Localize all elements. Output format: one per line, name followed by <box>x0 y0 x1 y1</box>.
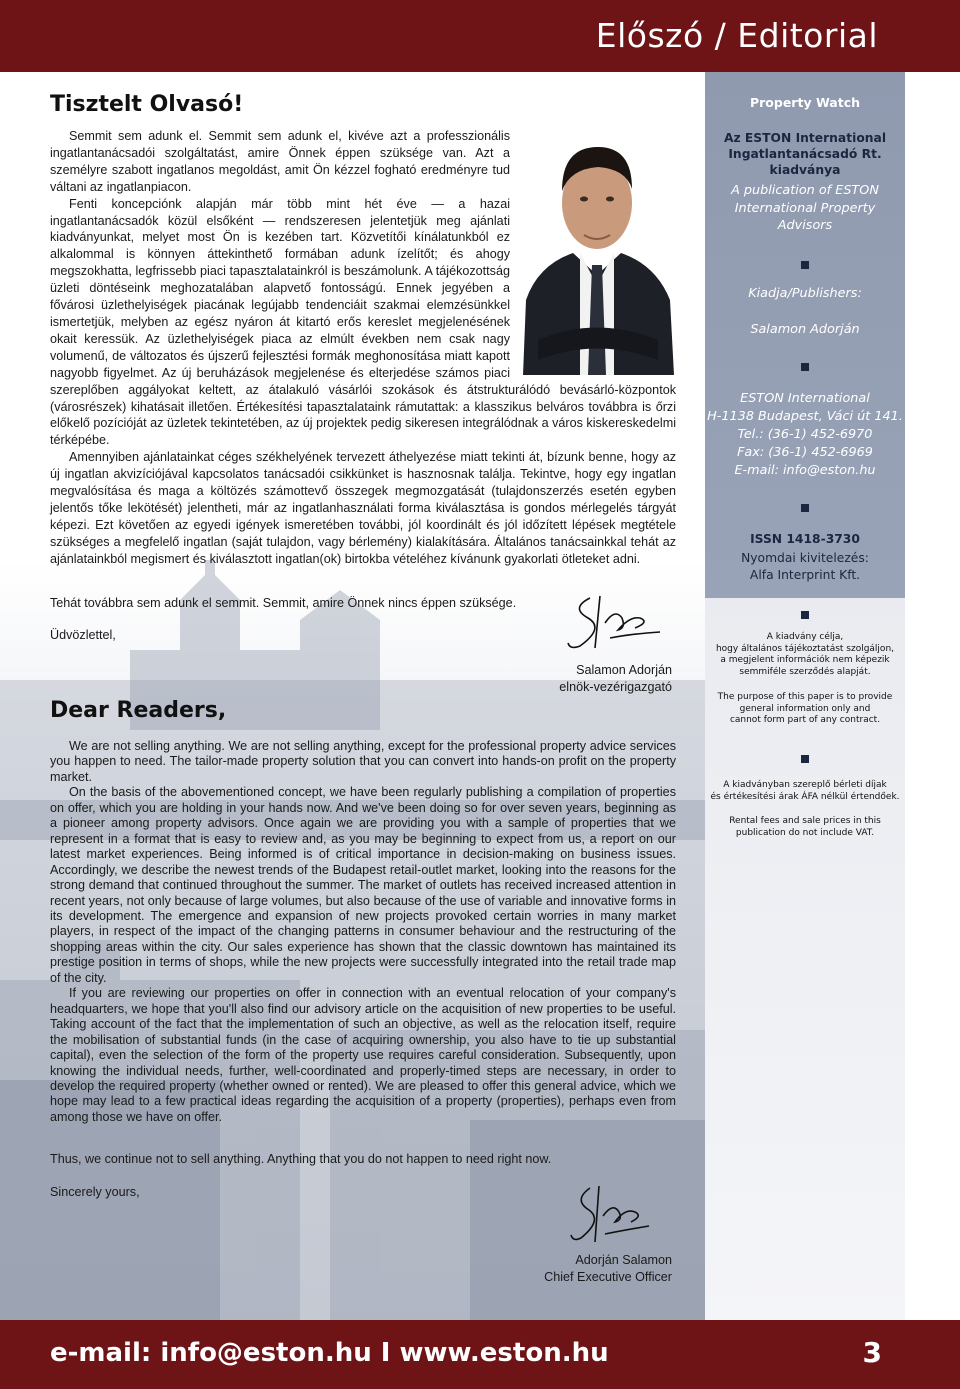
signer-block-hu <box>500 662 672 695</box>
vat-note-en <box>705 816 905 839</box>
disclaimer-hu-line-1: A kiadvány célja, <box>766 632 844 642</box>
vat-note-hu <box>705 780 905 803</box>
sidebar-bullet-5 <box>705 748 905 767</box>
signer-name-en: Adorján Salamon <box>575 1253 672 1267</box>
vat-hu-line-1: A kiadványban szereplő bérleti díjak <box>723 780 887 790</box>
disclaimer-en-line-3: cannot form part of any contract. <box>729 715 881 726</box>
signer-title-hu: elnök-vezérigazgató <box>559 679 672 694</box>
signer-title-en: Chief Executive Officer <box>544 1269 672 1284</box>
signature-hu <box>560 588 670 658</box>
sidebar-bullet-4 <box>705 604 905 623</box>
sidebar-publisher-hu <box>705 130 905 178</box>
company-address: H-1138 Budapest, Váci út 141. <box>707 409 903 424</box>
sidebar-bullet-2 <box>705 356 905 375</box>
sidebar-bullet-3 <box>705 497 905 516</box>
disclaimer-hu-line-2: hogy általános tájékoztatást szolgáljon, <box>715 643 895 654</box>
vat-en-line-2: publication do not include VAT. <box>735 827 875 838</box>
printer-label: Nyomdai kivitelezés: <box>741 551 869 565</box>
paragraph-hu-2: Fenti koncepciónk alapján már több mint hét éve — a hazai ingatlantanácsadók közül elsőként — rendszeresen jelentetjük meg ajánlati kiadványunkat, melyet most Ön is kezében tart. Közvetítői kínálatunkból ez alkalommal is könnyen áttekinthető formában adunk ízelítőt; és ahogy megszokhatta, legfrissebb piaci tapasztalatainkról is beszámolunk. A tájékozottság üzleti döntéseink meghozatalában alapvető fontosságú. Ennek jegyében a fővárosi üzlethelyiségek piacának legújabb tendenciáit szakmai elemzésünkkel ismertetjük, melyben az egész nyáron át kitartó erős kereslet megjelenésének okait keressük. Az üzlethelyiségek piaca az elmúlt években nem csak nagy volumenű, de változatos és újszerű fejlesztési formák meghonosítása miatt kapott nagyobb figyelmet. Az új beruházások megjelenése és elterjedése számos piaci szereplőben aggályokat keltett, az átalakuló vásárlói szokások és átstrukturálódó bevásárló-központok (városrészek) kihatásait illetően. Értékesítési tapasztalataink rámutattak: a klasszikus belváros továbbra is őrzi előkelő pozícióját az üzletek tekintetében, az új projektek pedig sikeresen integrálódnak a város kiskereskedelmi térképébe. <box>50 196 676 448</box>
paragraph-hu-3: Amennyiben ajánlatainkat céges székhelyének tervezett áthelyezése miatt tekinti át, bízunk benne, hogy az új ingatlan akvizíciójával kapcsolatos tanácsadói csikkünket is hasznosnak találja. Tekintve, hogy egy ingatlan megvalósítása és maga a költözés számottevő összegek megmozgatását (tulajdonszerzés esetén egyben jelentős tőke lekötését) jelentheti, már az ingatlanhasználati forma kiválasztása is gondos mérlegelés tárgyát képezi. Ezt követően az egyedi igények ismeretében további, jól koordinált és jól időzített lépések megtétele szükséges a megfelelő ingatlan (saját tulajdon, vagy bérlemény) kialakítására. Általános tanácsainkkal tehát az ajánlatainkból megismert és kiválasztott ingatlan(ok) birtokba vételéhez kívánunk gyakorlati ötleteket adni. <box>50 450 676 566</box>
publisher-en-line-3: Advisors <box>777 218 833 233</box>
company-tel: Tel.: (36-1) 452-6970 <box>737 427 873 442</box>
closing-line-hu: Tehát továbbra sem adunk el semmit. Semmit, amire Önnek nincs éppen szüksége. <box>50 596 517 610</box>
kiadja-name: Salamon Adorján <box>750 322 860 337</box>
header-bar <box>0 0 960 72</box>
disclaimer-en-line-1: The purpose of this paper is to provide <box>717 692 893 702</box>
footer-bar <box>0 1320 960 1389</box>
page-number: 3 <box>862 1336 882 1369</box>
sidebar-title: Property Watch <box>749 95 861 110</box>
sidebar-bullet-1 <box>705 254 905 273</box>
printer-info <box>705 550 905 584</box>
printer-name: Alfa Interprint Kft. <box>749 568 861 582</box>
signature-en <box>565 1180 655 1250</box>
square-bullet-icon <box>801 611 809 619</box>
disclaimer-hu <box>705 632 905 679</box>
editorial-en <box>50 739 676 1125</box>
publisher-hu-line-2: Ingatlantanácsadó Rt. kiadványa <box>728 147 882 177</box>
vat-en-line-1: Rental fees and sale prices in this <box>729 816 881 826</box>
signer-block-en <box>480 1252 672 1285</box>
salutation-hu: Üdvözlettel, <box>50 628 116 642</box>
company-email: E-mail: info@eston.hu <box>734 463 876 478</box>
company-contact <box>705 390 905 480</box>
company-fax: Fax: (36-1) 452-6969 <box>737 445 873 460</box>
editorial-hu <box>50 128 676 568</box>
disclaimer-hu-line-3: a megjelent információk nem képezik <box>720 655 890 666</box>
disclaimer-en <box>705 692 905 727</box>
square-bullet-icon <box>801 363 809 371</box>
paragraph-en-1: We are not selling anything. We are not selling anything, except for the professional property advice services you happen to need. The tailor-made property solution that you can convert into hands-on profit on the property market. <box>50 739 676 784</box>
paragraph-en-3: If you are reviewing our properties on offer in connection with an eventual relocation of your company's headquarters, we hope that you'll also find our advisory article on the acquisition of new properties to be useful. Taking account of the fact that the implementation of such an objective, as well as the relocation itself, require the mobilisation of substantial funds (in the case of acquiring ownership, you also have to tie up substantial capital), even the selection of the form of the property use requires careful consideration. Subsequently, upon knowing the individual needs, further, well-coordinated and properly-timed steps are necessary, in order to develop the required property (whether owned or rented). We are pleased to offer this general advice, which we hope may lead to a few practical ideas regarding the acquisition of a property (properties), perhaps even from among those we have on offer. <box>50 986 676 1124</box>
issn: ISSN 1418-3730 <box>750 532 860 546</box>
greeting-en: Dear Readers, <box>50 698 227 723</box>
footer-contact: e-mail: info@eston.hu I www.eston.hu <box>50 1338 609 1368</box>
company-name: ESTON International <box>740 391 870 406</box>
closing-line-en: Thus, we continue not to sell anything. Anything that you do not happen to need right now. <box>50 1152 552 1166</box>
greeting-hu: Tisztelt Olvasó! <box>50 92 244 117</box>
square-bullet-icon <box>801 504 809 512</box>
disclaimer-hu-line-4: semmiféle szerződés alapját. <box>739 667 871 678</box>
disclaimer-en-line-2: general information only and <box>739 703 871 714</box>
signer-name-hu: Salamon Adorján <box>576 663 672 677</box>
publisher-hu-line-1: Az ESTON International <box>723 131 887 145</box>
publisher-en-line-2: International Property <box>734 200 876 216</box>
square-bullet-icon <box>801 261 809 269</box>
ceo-portrait <box>518 125 676 375</box>
section-title: Előszó / Editorial <box>595 16 878 55</box>
publisher-en-line-1: A publication of ESTON <box>731 183 879 198</box>
vat-hu-line-2: és értékesítési árak ÁFA nélkül értendőek. <box>710 791 900 802</box>
salutation-en: Sincerely yours, <box>50 1185 140 1199</box>
square-bullet-icon <box>801 755 809 763</box>
sidebar-publisher-en <box>705 182 905 235</box>
paragraph-en-2: On the basis of the abovementioned concept, we have been regularly publishing a compilation of properties on offer, which you are holding in your hands now. And we've been doing so for over seven years, beginning as a pioneer among property advisors. Once again we are providing you with a sample of properties that we represent in a format that is easy to review and, as you may be beginning to expect from us, a report on our latest market experiences. Being informed is of critical importance in decision-making on business issues. Accordingly, we describe the newest trends of the Budapest retail-outlet market, looking into the reasons for the strong demand that continued throughout the summer. The market of outlets has received increased attention in recent years, not only because of large volumes, but also because of the use of variable and innovative forms in its development. The emergence and expansion of new projects provoked certain worries in many market players, in respect of the impact of the changing patterns in consumer behaviour and the restructuring of the shopping areas within the city. Our sales experience has shown that the classic downtown has maintained its prestige position in terms of shops, while the new projects were successfully integrated into the retail trade map of the city. <box>50 785 676 985</box>
paragraph-hu-1: Semmit sem adunk el. Semmit sem adunk el, kivéve azt a professzionális ingatlantanácsadói szolgáltatást, amire Önnek éppen szüksége van. Azt a személyre szabott ingatlanos megoldást, amit Ön kézzel fogható eredményre tud váltani az ingatlanpiacon. <box>50 129 510 194</box>
kiadja-label: Kiadja/Publishers: <box>748 286 862 301</box>
